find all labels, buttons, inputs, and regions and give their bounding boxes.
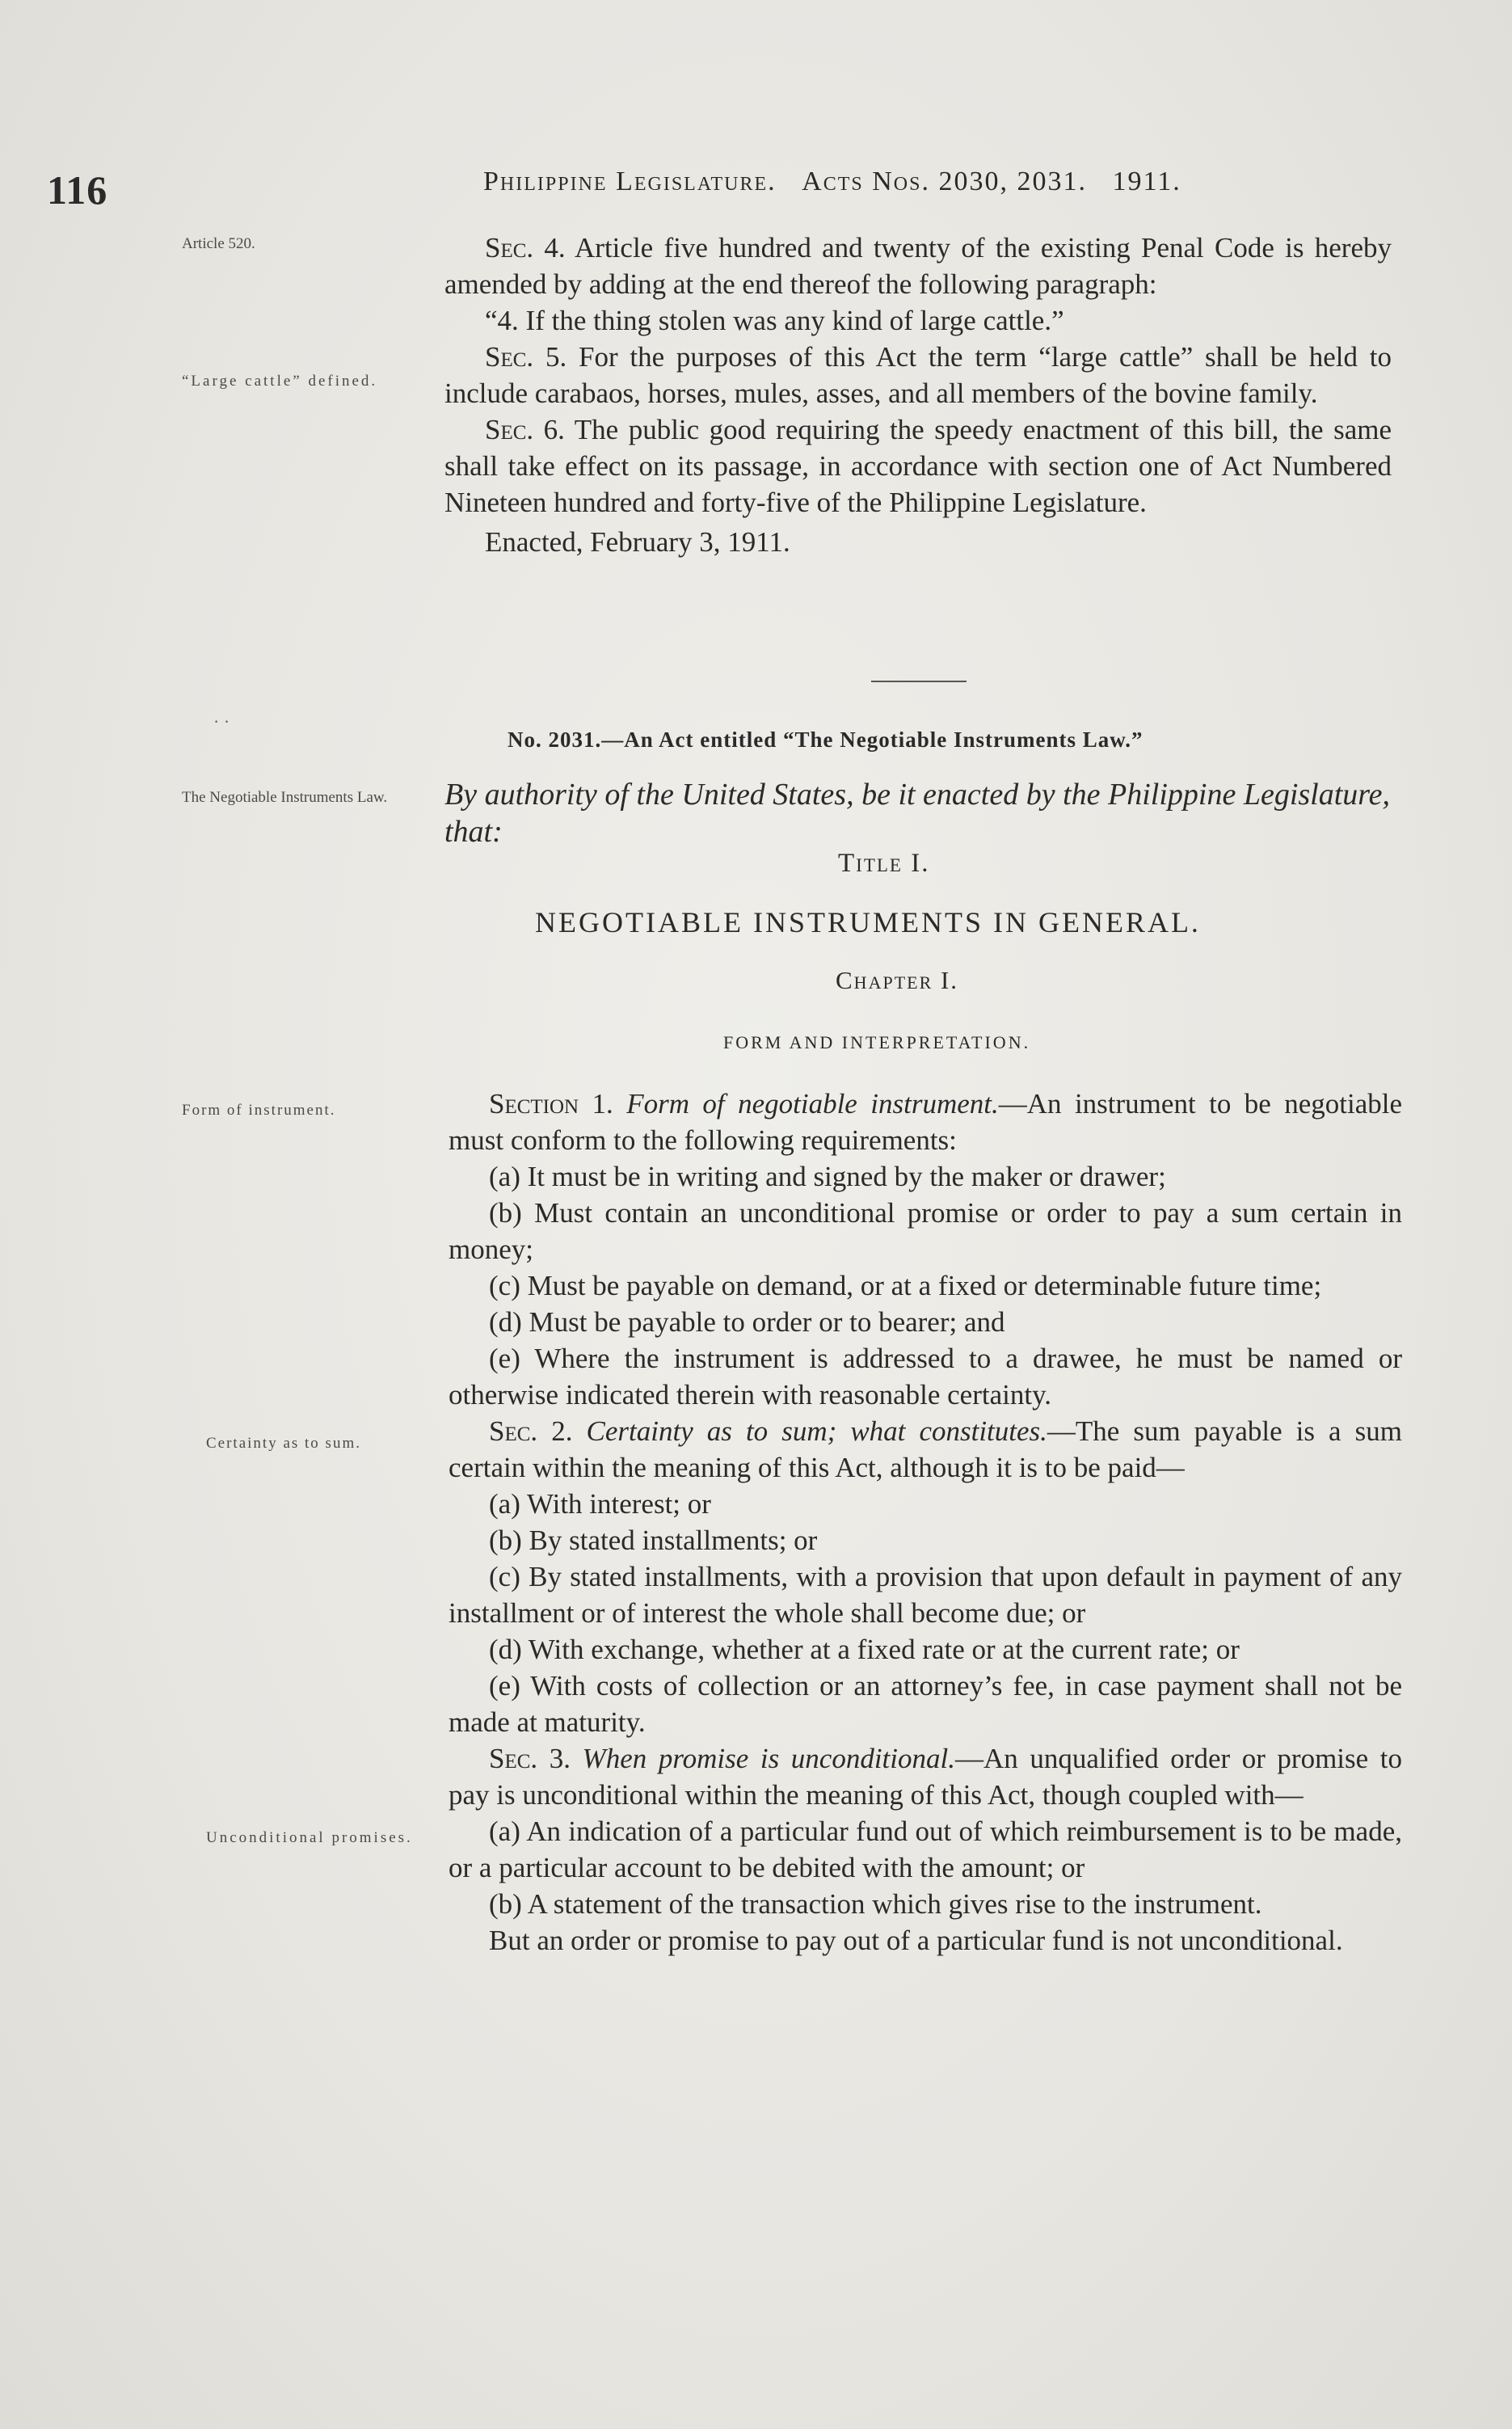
section-3-head: Sec. 3. [489,1743,571,1774]
page-number: 116 [47,167,108,213]
title-heading: Title I. [838,849,930,878]
act-2031-title: No. 2031.—An Act entitled “The Negotiable Instruments Law.” [508,727,1143,752]
section-2-head: Sec. 2. [489,1415,573,1447]
section-3 [449,1740,1402,1813]
section-5-text: For the purposes of this Act the term “large cattle” shall be held to include carabaos, horses, mules, asses, and all members of the bovine family. [444,341,1392,409]
section-1-item-e: (e) Where the instrument is addressed to a drawee, he must be named or otherwise indicated therein with reasonable certainty. [449,1343,1402,1411]
enacted-date: Enacted, February 3, 1911. [485,526,790,558]
section-4-text: Article five hundred and twenty of the existing Penal Code is hereby amended by adding at the end thereof the following paragraph: [444,232,1392,300]
section-1-head: Section 1. [489,1088,613,1120]
section-5 [444,339,1392,411]
general-heading: NEGOTIABLE INSTRUMENTS IN GENERAL. [535,906,1201,938]
running-head-acts: Acts Nos. 2030, 2031. [802,167,1087,196]
section-1-item-a: (a) It must be in writing and signed by the maker or drawer; [489,1161,1166,1192]
section-3-closing: But an order or promise to pay out of a particular fund is not unconditional. [489,1925,1343,1956]
section-1 [449,1086,1402,1158]
form-interpretation-heading: FORM AND INTERPRETATION. [723,1032,1031,1052]
section-2-item-b: (b) By stated installments; or [489,1524,818,1556]
chapter-heading: Chapter I. [836,966,959,994]
margin-note-certainty: Certainty as to sum. [206,1435,361,1452]
section-2-text: —The sum payable is a sum certain within the meaning of this Act, although it is to be paid— [449,1415,1402,1483]
section-6 [444,411,1392,521]
section-2 [449,1413,1402,1486]
margin-note-negotiable-law: The Negotiable Instruments Law. [182,789,388,806]
act-2030-body [444,230,1392,560]
section-1-item-c: (c) Must be payable on demand, or at a fixed or determinable future time; [489,1270,1322,1301]
section-2-item-d: (d) With exchange, whether at a fixed rate or at the current rate; or [489,1634,1240,1665]
section-4 [444,230,1392,302]
running-head-legislature: Philippine Legislature. [483,167,777,196]
section-2-item-c: (c) By stated installments, with a provision that upon default in payment of any installment or of interest the whole shall become due; or [449,1561,1402,1629]
section-3-italic: When promise is unconditional. [570,1743,955,1774]
running-head-year: 1911. [1112,167,1181,196]
enacting-clause: By authority of the United States, be it enacted by the Philippine Legislature, that: [444,778,1391,849]
section-4-head: Sec. 4. [485,232,566,264]
section-6-text: The public good requiring the speedy enactment of this bill, the same shall take effect on its passage, in accordance with section one of Act Numbered Nineteen hundred and forty-five of the Philippine Legislature. [444,414,1392,518]
section-2-italic: Certainty as to sum; what constitutes. [572,1415,1047,1447]
section-3-text: —An unqualified order or promise to pay is unconditional within the meaning of this Act, though coupled with— [449,1743,1402,1811]
stray-mark: · · [213,711,230,732]
section-divider-rule [871,681,967,682]
section-2-item-e: (e) With costs of collection or an attorney’s fee, in case payment shall not be made at maturity. [449,1670,1402,1738]
margin-note-large-cattle: “Large cattle” defined. [182,373,378,390]
section-4-quote: “4. If the thing stolen was any kind of large cattle.” [485,305,1064,336]
section-1-text: —An instrument to be negotiable must conform to the following requirements: [449,1088,1402,1156]
section-1-item-d: (d) Must be payable to order or to bearer; and [489,1306,1005,1338]
section-1-italic: Form of negotiable instrument. [613,1088,999,1120]
section-6-head: Sec. 6. [485,414,565,445]
section-1-item-b: (b) Must contain an unconditional promise or order to pay a sum certain in money; [449,1197,1402,1265]
section-2-item-a: (a) With interest; or [489,1488,711,1520]
running-head [483,167,1181,197]
section-3-item-a: (a) An indication of a particular fund out of which reimbursement is to be made, or a particular account to be debited with the amount; or [449,1815,1402,1883]
margin-note-form: Form of instrument. [182,1102,336,1119]
section-5-head: Sec. 5. [485,341,567,373]
margin-note-article-520: Article 520. [182,235,255,252]
act-2031-body [449,1086,1402,1959]
section-3-item-b: (b) A statement of the transaction which gives rise to the instrument. [489,1888,1262,1920]
margin-note-unconditional: Unconditional promises. [206,1829,413,1846]
